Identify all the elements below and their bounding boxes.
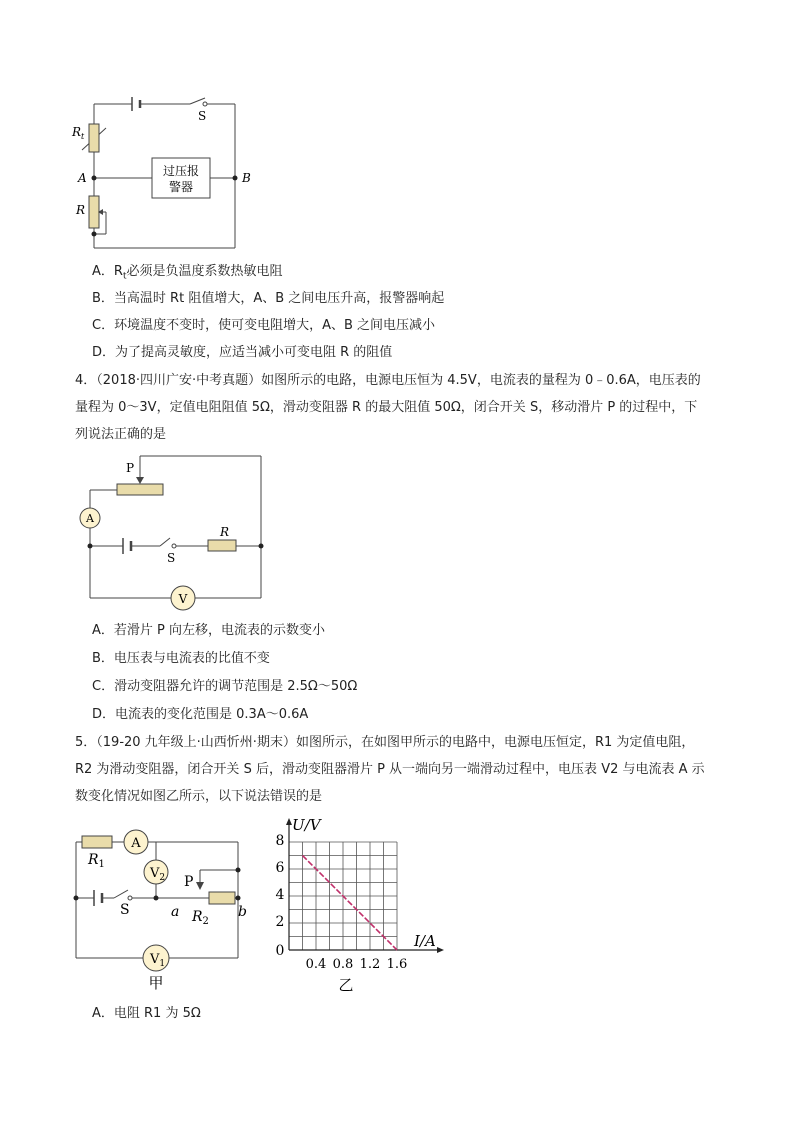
q3-circuit-figure	[60, 90, 280, 260]
q3-rt-label: $R_t$	[72, 125, 85, 141]
q5-terminal-a: a	[171, 904, 180, 920]
q3-option-c: C．环境温度不变时，使可变电阻增大，A、B 之间电压减小	[92, 318, 436, 333]
q4-stem-line3: 列说法正确的是	[75, 427, 167, 442]
q4-ammeter-label: A	[86, 512, 94, 525]
q5-v1-label: $V_1$	[150, 952, 166, 969]
q5-graph-ytick-6: 6	[275, 860, 285, 876]
q4-stem-line1: 4．（2018·四川广安·中考真题）如图所示的电路，电源电压恒为 4.5V，电流表的量程为 0﹣0.6A，电压表的	[75, 373, 701, 388]
q5-r2-label: $R_2$	[192, 909, 209, 927]
q5-graph-ytick-0: 0	[275, 943, 285, 959]
q3-alarm-line2: 警器	[168, 180, 194, 194]
q5-ammeter-label: A	[131, 836, 141, 851]
q5-stem-line3: 数变化情况如图乙所示，以下说法错误的是	[75, 789, 323, 804]
q4-r-label: R	[220, 525, 230, 539]
q5-graph-xlabel: I/A	[414, 932, 436, 950]
q5-graph-ytick-2: 2	[275, 914, 285, 930]
q5-v2-label: $V_2$	[150, 866, 166, 883]
q4-circuit-figure	[70, 448, 280, 614]
q4-stem-line2: 量程为 0～3V，定值电阻阻值 5Ω，滑动变阻器 R 的最大阻值 50Ω，闭合开关 S，移动滑片 P 的过程中，下	[75, 400, 698, 415]
q5-graph-xtick-1-6: 1.6	[386, 957, 408, 972]
q4-option-a: A．若滑片 P 向左移，电流表的示数变小	[92, 623, 325, 638]
q5-graph-xtick-0-4: 0.4	[305, 957, 327, 972]
q5-graph-ytick-4: 4	[275, 887, 285, 903]
q3-node-b: B	[242, 171, 251, 185]
q5-graph-ytick-8: 8	[275, 833, 285, 849]
q4-voltmeter-label: V	[178, 592, 188, 606]
q4-option-c: C．滑动变阻器允许的调节范围是 2.5Ω～50Ω	[92, 679, 358, 694]
q4-switch-label: S	[167, 551, 176, 565]
q3-option-a: A．$R_t$必须是负温度系数热敏电阻	[92, 264, 283, 282]
q5-stem-line2: R2 为滑动变阻器，闭合开关 S 后，滑动变阻器滑片 P 从一端向另一端滑动过程中，电压表 V2 与电流表 A 示	[75, 762, 705, 777]
q5-graph-yi	[262, 812, 462, 996]
q3-alarm-line1: 过压报	[162, 164, 200, 178]
q5-graph-xtick-1-2: 1.2	[359, 957, 381, 972]
graph-series-line	[303, 856, 398, 951]
q5-graph-ylabel: U/V	[292, 816, 321, 834]
graph-x-axis-arrow	[437, 947, 444, 953]
q5-option-a: A．电阻 R1 为 5Ω	[92, 1006, 201, 1021]
q4-slider-p-label: P	[126, 461, 135, 475]
q5-switch-label: S	[120, 902, 130, 918]
q5-caption-yi: 乙	[338, 976, 354, 994]
q5-caption-jia: 甲	[148, 974, 164, 992]
q3-node-a: A	[78, 171, 87, 185]
q3-option-d: D．为了提高灵敏度，应适当减小可变电阻 R 的阻值	[92, 345, 393, 360]
q5-stem-line1: 5．（19-20 九年级上·山西忻州·期末）如图所示，在如图甲所示的电路中，电源电压恒定，R1 为定值电阻，	[75, 735, 695, 750]
q4-option-b: B．电压表与电流表的比值不变	[92, 651, 270, 666]
q5-circuit-jia	[62, 820, 262, 996]
q5-terminal-b: b	[238, 904, 247, 920]
q5-graph-xtick-0-8: 0.8	[332, 957, 354, 972]
q5-slider-p-label: P	[184, 874, 194, 890]
q3-r-label: R	[76, 203, 86, 217]
q3-switch-label: S	[198, 109, 207, 123]
q4-option-d: D．电流表的变化范围是 0.3A～0.6A	[92, 707, 309, 722]
q5-r1-label: $R_1$	[88, 852, 105, 870]
q3-option-b: B．当高温时 Rt 阻值增大，A、B 之间电压升高，报警器响起	[92, 291, 445, 306]
